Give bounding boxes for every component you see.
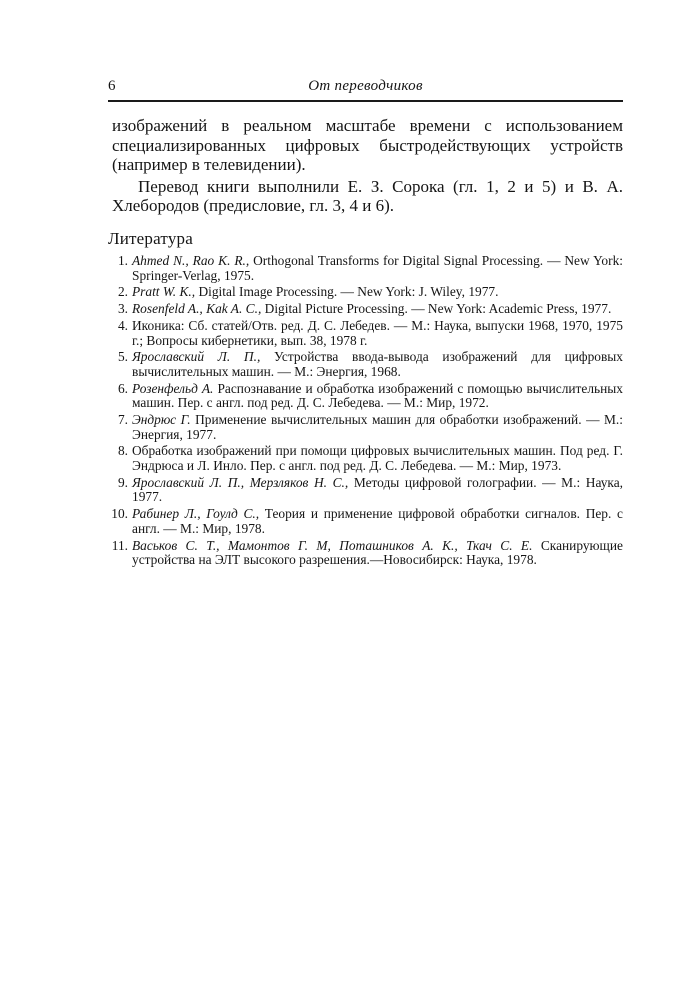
reference-authors: Pratt W. K., [132, 284, 196, 300]
reference-body: Обработка изображений при помощи цифровых вычислительных машин. Под ред. Г. Эндрюса и Л. Инло. Пер. с англ. под ред. Д. С. Лебедева. — М.: Мир, 1973. [132, 443, 623, 474]
reference-item [108, 539, 623, 568]
reference-text [132, 302, 623, 317]
reference-body: Иконика: Сб. статей/Отв. ред. Д. С. Лебедев. — М.: Наука, выпуски 1968, 1970, 1975 г.; Вопросы кибернетики, вып. 38, 1978 г. [132, 317, 623, 348]
reference-text [132, 319, 623, 348]
reference-item [108, 507, 623, 536]
reference-body: Применение вычислительных машин для обработки изображений. — М.: Энергия, 1977. [132, 412, 623, 442]
reference-text [132, 382, 623, 411]
reference-number: 4. [117, 317, 128, 333]
page-number: 6 [108, 78, 116, 94]
reference-item [108, 413, 623, 442]
reference-body: Устройства ввода-вывода изображений для цифровых вычислительных машин. — М.: Энергия, 1968. [132, 349, 623, 379]
reference-number: 5. [117, 349, 128, 365]
reference-authors: Ahmed N., Rao K. R., [132, 253, 250, 268]
reference-body: Digital Picture Processing. — New York: Academic Press, 1977. [261, 301, 612, 317]
reference-authors: Васьков С. Т., Мамонтов Г. М, Поташников А. К., Ткач С. Е. [132, 537, 533, 553]
reference-text [132, 413, 623, 442]
reference-body: Сканирующие устройства на ЭЛТ высокого разрешения.—Новосибирск: Наука, 1978. [132, 537, 623, 568]
reference-number: 10. [111, 506, 128, 522]
references-list [108, 254, 623, 570]
translators-paragraph: Перевод книги выполнили Е. З. Сорока (гл. 1, 2 и 5) и В. А. Хлебородов (предисловие, гл. 3, 4 и 6). [112, 176, 623, 215]
reference-item [108, 254, 623, 283]
reference-text [132, 507, 623, 536]
intro-text [112, 116, 623, 216]
reference-body: Методы цифровой голографии. — М.: Наука, 1977. [132, 474, 623, 505]
reference-number: 8. [117, 443, 128, 459]
reference-text [132, 444, 623, 473]
reference-number: 1. [117, 253, 128, 268]
reference-authors: Ярославский Л. П., [132, 349, 261, 365]
reference-item [108, 382, 623, 411]
reference-number: 3. [117, 301, 128, 317]
reference-number: 11. [111, 537, 128, 553]
reference-text [132, 539, 623, 568]
reference-item [108, 476, 623, 505]
reference-item [108, 319, 623, 348]
reference-body: Распознавание и обработка изображений с помощью вычислительных машин. Пер. с англ. под ред. Д. С. Лебедева. — М.: Мир, 1972. [132, 380, 623, 411]
reference-number: 6. [117, 380, 128, 396]
reference-number: 2. [117, 284, 128, 300]
reference-item [108, 350, 623, 379]
reference-number: 9. [117, 474, 128, 490]
reference-text [132, 350, 623, 379]
reference-text [132, 254, 623, 283]
reference-body: Теория и применение цифровой обработки сигналов. Пер. с англ. — М.: Мир, 1978. [132, 506, 623, 536]
reference-text [132, 476, 623, 505]
reference-authors: Рабинер Л., Гоулд С., [132, 506, 260, 522]
reference-authors: Rosenfeld A., Kak A. C., [132, 301, 262, 317]
reference-authors: Ярославский Л. П., Мерзляков Н. С., [132, 474, 349, 490]
intro-paragraph: изображений в реальном масштабе времени с использованием специализированных цифровых быстродействующих устройств (например в телевидении). [112, 116, 623, 174]
running-title: От переводчиков [308, 78, 423, 94]
reference-item [108, 285, 623, 300]
page-header [108, 78, 623, 102]
reference-authors: Эндрюс Г. [132, 412, 191, 428]
reference-item [108, 444, 623, 473]
reference-authors: Розенфельд А. [132, 380, 214, 396]
reference-text [132, 285, 623, 300]
reference-item [108, 302, 623, 317]
reference-body: Digital Image Processing. — New York: J. Wiley, 1977. [195, 284, 499, 300]
reference-number: 7. [117, 412, 128, 428]
reference-body: Orthogonal Transforms for Digital Signal Processing. — New York: Springer-Verlag, 1975. [132, 253, 623, 283]
references-title: Литература [108, 229, 193, 248]
